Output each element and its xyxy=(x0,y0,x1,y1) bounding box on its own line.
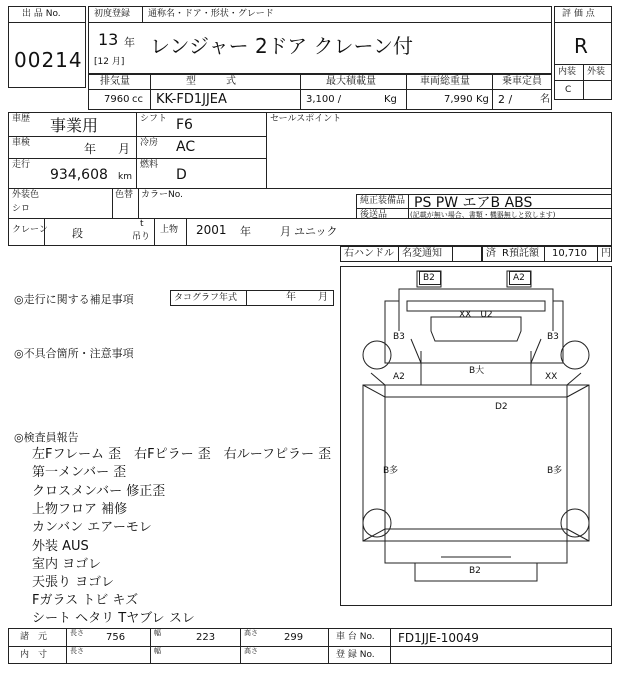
mark-a2-left: A2 xyxy=(393,372,405,382)
color-no-label: カラーNo. xyxy=(141,190,183,200)
reg-month: [12 月] xyxy=(94,57,125,67)
first-reg-label: 初度登録 xyxy=(94,9,131,19)
lot-no-label: 出 品 No. xyxy=(22,9,61,19)
max-load-label: 最大積載量 xyxy=(326,76,376,87)
interior-value: C xyxy=(565,85,572,95)
gross-weight-unit: Kg xyxy=(476,94,489,105)
mark-xx-right: XX xyxy=(545,372,558,382)
height2-label: 高さ xyxy=(244,647,258,655)
tachograph-year: 年 xyxy=(286,292,296,303)
max-load-unit: Kg xyxy=(384,94,397,105)
score-label: 評 価 点 xyxy=(562,9,595,19)
width-value: 223 xyxy=(196,632,216,643)
mark-b-large: B大 xyxy=(469,366,485,376)
damage-diagram xyxy=(340,266,612,606)
fuel-label: 燃料 xyxy=(140,160,159,170)
mark-b-many-right: B多 xyxy=(547,466,563,476)
displacement-unit: cc xyxy=(132,94,143,105)
recycle-mark: 済 xyxy=(486,248,496,259)
lot-number: 00214 xyxy=(14,48,83,72)
crane-stage: 段 xyxy=(72,227,83,240)
tachograph-month: 月 xyxy=(318,292,328,303)
inspector-line: 上物フロア 補修 xyxy=(32,502,128,517)
mark-b3-right: B3 xyxy=(547,332,559,342)
steering: 右ハンドル xyxy=(344,248,394,259)
chassis-value: FD1JJE-10049 xyxy=(398,631,479,645)
length2-label: 長さ xyxy=(70,647,84,655)
aftermarket-note: (記載が無い場合、書類・機器無しと致します) xyxy=(410,211,556,219)
capacity-label: 乗車定員 xyxy=(502,76,542,87)
dims-in-label: 内 寸 xyxy=(20,650,48,660)
fuel-value: D xyxy=(176,167,187,183)
gross-weight-value: 7,990 xyxy=(444,94,473,105)
inspector-line: クロスメンバー 修正歪 xyxy=(32,484,166,499)
width2-label: 幅 xyxy=(154,647,161,655)
recycle-amount: 10,710 xyxy=(552,248,587,259)
mark-xx-u2: XX U2 xyxy=(459,310,493,320)
crane-hang: 吊り xyxy=(132,232,151,242)
shift-label: シフト xyxy=(140,114,168,124)
mileage-label: 走行 xyxy=(12,160,31,170)
capacity-unit: 名 xyxy=(540,94,550,105)
int-color-label: 色替 xyxy=(115,190,134,200)
name-change-box xyxy=(452,246,482,262)
dims-label: 諸 元 xyxy=(20,632,48,642)
model-label: 型 式 xyxy=(186,76,236,87)
max-load-value: 3,100 / xyxy=(306,94,342,105)
mark-a2-top: A2 xyxy=(513,273,525,283)
inspector-line: シート ヘタリ Tヤブレ スレ xyxy=(32,611,195,626)
equipment-label: 純正装備品 xyxy=(360,196,406,206)
shift-value: F6 xyxy=(176,117,193,133)
mark-d2: D2 xyxy=(495,402,508,412)
mileage-value: 934,608 xyxy=(50,167,108,183)
height-label: 高さ xyxy=(244,629,258,637)
reg-year: 13 xyxy=(98,30,119,49)
recycle-unit: 円 xyxy=(601,248,611,259)
name-change-label: 名変通知 xyxy=(402,248,442,259)
displacement-label: 排気量 xyxy=(100,76,130,87)
mark-b2-bottom: B2 xyxy=(469,566,481,576)
inspector-label: ◎検査員報告 xyxy=(14,431,79,444)
model-value: KK-FD1JJEA xyxy=(156,92,227,107)
inspector-line: 室内 ヨゴレ xyxy=(32,557,102,572)
mark-b-many-left: B多 xyxy=(383,466,399,476)
ext-color-label: 外装色 xyxy=(12,190,40,200)
capacity-value: 2 / xyxy=(498,93,513,106)
supplement-label: ◎走行に関する補足事項 xyxy=(14,293,134,306)
name-label: 通称名・ドア・形状・グレード xyxy=(148,9,274,19)
tachograph-label: タコグラフ年式 xyxy=(174,293,238,303)
inspector-line: 天張り ヨゴレ xyxy=(32,575,115,590)
mileage-unit: km xyxy=(118,172,132,182)
history-value: 事業用 xyxy=(50,116,99,135)
length-value: 756 xyxy=(106,632,126,643)
defects-label: ◎不具合箇所・注意事項 xyxy=(14,347,134,360)
ac-label: 冷房 xyxy=(140,138,159,148)
width-label: 幅 xyxy=(154,629,161,637)
reg-year-unit: 年 xyxy=(124,36,135,49)
interior-label: 内装 xyxy=(558,67,577,77)
upper-month: 月 xyxy=(280,225,291,238)
score-value: R xyxy=(574,34,588,58)
aftermarket-label: 後送品 xyxy=(360,210,388,220)
inspector-line: Fガラス トビ キズ xyxy=(32,593,139,608)
gross-weight-label: 車両総重量 xyxy=(420,76,470,87)
displacement-value: 7960 xyxy=(104,94,130,105)
mark-b3-left: B3 xyxy=(393,332,405,342)
height-value: 299 xyxy=(284,632,304,643)
inspection-label: 車検 xyxy=(12,138,31,148)
ext-color-value: シロ xyxy=(12,204,31,214)
history-label: 車歴 xyxy=(12,114,31,124)
upper-year-unit: 年 xyxy=(240,225,251,238)
car-name: レンジャー 2ドア クレーン付 xyxy=(150,34,414,58)
registration-label: 登 録 No. xyxy=(336,650,375,660)
inspection-year: 年 xyxy=(84,142,97,156)
recycle-label: R預託額 xyxy=(502,248,539,259)
inspection-month: 月 xyxy=(118,142,131,156)
equipment-value: PS PW エアB ABS xyxy=(414,195,533,211)
inspector-line: 左Fフレーム 歪 右Fピラー 歪 右ルーフピラー 歪 xyxy=(32,447,332,462)
chassis-label: 車 台 No. xyxy=(336,632,375,642)
crane-label: クレーン xyxy=(12,225,48,235)
ac-value: AC xyxy=(176,139,196,155)
mark-b2-top: B2 xyxy=(423,273,435,283)
inspector-line: 外装 AUS xyxy=(32,539,89,554)
inspector-line: カンバン エアーモレ xyxy=(32,520,152,535)
sales-point-label: セールスポイント xyxy=(270,114,342,124)
upper-maker: ユニック xyxy=(294,225,338,238)
upper-label: 上物 xyxy=(160,225,179,235)
exterior-label: 外装 xyxy=(587,67,606,77)
length-label: 長さ xyxy=(70,629,84,637)
inspector-line: 第一メンバー 歪 xyxy=(32,465,127,480)
crane-t: t xyxy=(140,219,144,229)
upper-year: 2001 xyxy=(196,223,227,237)
